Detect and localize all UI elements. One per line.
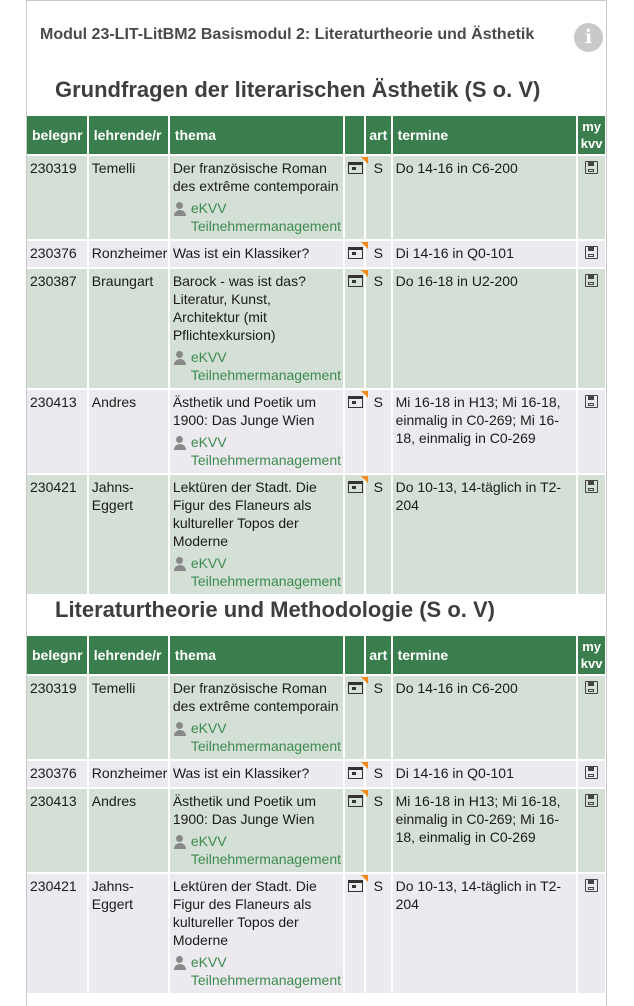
ekvv-link[interactable] [173, 719, 340, 755]
col-header-belegnr: belegnr [27, 636, 87, 674]
lehrende-cell: Temelli [89, 156, 168, 239]
thema-text: Ästhetik und Poetik um 1900: Das Junge Wien [172, 793, 316, 827]
save-icon[interactable] [585, 681, 598, 694]
col-header-lehrende: lehrende/r [89, 636, 168, 674]
mykvv-label: kvv [580, 656, 603, 671]
mykvv-cell [578, 156, 605, 239]
person-icon [173, 199, 187, 216]
termine-cell: Do 16-18 in U2-200 [393, 269, 577, 388]
thema-text: Was ist ein Klassiker? [172, 245, 310, 261]
belegnr-cell: 230387 [27, 269, 87, 388]
external-link-icon[interactable] [348, 682, 363, 694]
thema-text: Der französische Roman des extrême contemporain [172, 160, 339, 194]
section-title: Literaturtheorie und Methodologie (S o. V) [55, 597, 495, 622]
thema-text: Lektüren der Stadt. Die Figur des Flaneurs als kultureller Topos der Moderne [172, 878, 317, 948]
art-cell: S [366, 269, 391, 388]
ekvv-label[interactable]: eKVV Teilnehmermanagement [190, 200, 342, 234]
section-title: Grundfragen der literarischen Ästhetik (S o. V) [55, 77, 541, 102]
save-icon[interactable] [585, 246, 598, 259]
save-icon[interactable] [585, 766, 598, 779]
ekvv-label[interactable]: eKVV Teilnehmermanagement [190, 720, 342, 754]
thema-text: Der französische Roman des extrême contemporain [172, 680, 339, 714]
art-cell: S [366, 761, 391, 787]
table-header-row [27, 636, 605, 674]
belegnr-cell: 230319 [27, 676, 87, 759]
mykvv-label: my [582, 119, 602, 134]
table-row [27, 789, 605, 872]
link-cell [345, 241, 364, 267]
ekvv-label[interactable]: eKVV Teilnehmermanagement [190, 954, 342, 988]
table-row [27, 874, 605, 993]
col-header-thema: thema [170, 116, 343, 154]
thema-cell [170, 761, 343, 787]
art-cell: S [366, 475, 391, 594]
thema-cell [170, 269, 343, 388]
lehrende-cell: Andres [89, 789, 168, 872]
course-table [25, 114, 607, 596]
link-cell [345, 156, 364, 239]
col-header-mykvv [578, 116, 605, 154]
table-row [27, 761, 605, 787]
belegnr-cell: 230413 [27, 390, 87, 473]
termine-cell: Di 14-16 in Q0-101 [393, 241, 577, 267]
thema-cell [170, 390, 343, 473]
ekvv-link[interactable] [173, 832, 340, 868]
art-cell: S [366, 789, 391, 872]
mykvv-cell [578, 390, 605, 473]
save-icon[interactable] [585, 480, 598, 493]
col-header-link [345, 636, 364, 674]
termine-cell: Mi 16-18 in H13; Mi 16-18, einmalig in C0-269; Mi 16-18, einmalig in C0-269 [393, 789, 577, 872]
ekvv-label[interactable]: eKVV Teilnehmermanagement [190, 833, 342, 867]
lehrende-cell: Temelli [89, 676, 168, 759]
col-header-link [345, 116, 364, 154]
table-row [27, 676, 605, 759]
thema-text: Barock - was ist das? Literatur, Kunst, Architektur (mit Pflichtexkursion) [172, 273, 306, 343]
link-cell [345, 676, 364, 759]
belegnr-cell: 230421 [27, 874, 87, 993]
module-title: Modul 23-LIT-LitBM2 Basismodul 2: Literaturtheorie und Ästhetik [40, 26, 535, 43]
link-cell [345, 874, 364, 993]
link-cell [345, 390, 364, 473]
mykvv-label: my [582, 639, 602, 654]
mykvv-cell [578, 789, 605, 872]
mykvv-cell [578, 475, 605, 594]
save-icon[interactable] [585, 395, 598, 408]
table-row [27, 475, 605, 594]
ekvv-link[interactable] [173, 433, 340, 469]
col-header-termine: termine [393, 636, 577, 674]
lehrende-cell: Braungart [89, 269, 168, 388]
thema-cell [170, 789, 343, 872]
belegnr-cell: 230319 [27, 156, 87, 239]
external-link-icon[interactable] [348, 481, 363, 493]
termine-cell: Do 14-16 in C6-200 [393, 676, 577, 759]
person-icon [173, 719, 187, 736]
table-header-row [27, 116, 605, 154]
col-header-lehrende: lehrende/r [89, 116, 168, 154]
info-icon[interactable]: i [574, 23, 603, 52]
col-header-termine: termine [393, 116, 577, 154]
save-icon[interactable] [585, 794, 598, 807]
mykvv-cell [578, 676, 605, 759]
link-cell [345, 475, 364, 594]
col-header-belegnr: belegnr [27, 116, 87, 154]
external-link-icon[interactable] [348, 247, 363, 259]
thema-cell [170, 676, 343, 759]
person-icon [173, 348, 187, 365]
termine-cell: Do 14-16 in C6-200 [393, 156, 577, 239]
lehrende-cell: Jahns-Eggert [89, 475, 168, 594]
termine-cell: Di 14-16 in Q0-101 [393, 761, 577, 787]
link-cell [345, 789, 364, 872]
ekvv-link[interactable] [173, 348, 340, 384]
lehrende-cell: Ronzheimer [89, 241, 168, 267]
thema-cell [170, 475, 343, 594]
lehrende-cell: Jahns-Eggert [89, 874, 168, 993]
thema-cell [170, 874, 343, 993]
thema-text: Lektüren der Stadt. Die Figur des Flaneurs als kultureller Topos der Moderne [172, 479, 317, 549]
termine-cell: Do 10-13, 14-täglich in T2-204 [393, 475, 577, 594]
ekvv-label[interactable]: eKVV Teilnehmermanagement [190, 434, 342, 468]
mykvv-cell [578, 269, 605, 388]
belegnr-cell: 230376 [27, 241, 87, 267]
thema-cell [170, 241, 343, 267]
thema-text: Was ist ein Klassiker? [172, 765, 310, 781]
mykvv-cell [578, 241, 605, 267]
ekvv-link[interactable] [173, 199, 340, 235]
col-header-art: art [366, 116, 391, 154]
mykvv-label: kvv [580, 136, 603, 151]
external-link-icon[interactable] [348, 795, 363, 807]
external-link-icon[interactable] [348, 396, 363, 408]
mykvv-cell [578, 874, 605, 993]
table-row [27, 269, 605, 388]
col-header-mykvv [578, 636, 605, 674]
link-cell [345, 269, 364, 388]
art-cell: S [366, 390, 391, 473]
ekvv-link[interactable] [173, 554, 340, 590]
table-row [27, 156, 605, 239]
link-cell [345, 761, 364, 787]
table-row [27, 390, 605, 473]
person-icon [173, 953, 187, 970]
art-cell: S [366, 241, 391, 267]
ekvv-label[interactable]: eKVV Teilnehmermanagement [190, 555, 342, 589]
person-icon [173, 554, 187, 571]
termine-cell: Mi 16-18 in H13; Mi 16-18, einmalig in C0-269; Mi 16-18, einmalig in C0-269 [393, 390, 577, 473]
person-icon [173, 433, 187, 450]
lehrende-cell: Andres [89, 390, 168, 473]
save-icon[interactable] [585, 274, 598, 287]
col-header-art: art [366, 636, 391, 674]
table-row [27, 241, 605, 267]
art-cell: S [366, 874, 391, 993]
belegnr-cell: 230421 [27, 475, 87, 594]
lehrende-cell: Ronzheimer [89, 761, 168, 787]
external-link-icon[interactable] [348, 880, 363, 892]
course-table [25, 634, 607, 995]
external-link-icon[interactable] [348, 275, 363, 287]
person-icon [173, 832, 187, 849]
thema-text: Ästhetik und Poetik um 1900: Das Junge Wien [172, 394, 316, 428]
termine-cell: Do 10-13, 14-täglich in T2-204 [393, 874, 577, 993]
external-link-icon[interactable] [348, 767, 363, 779]
ekvv-link[interactable] [173, 953, 340, 989]
ekvv-label[interactable]: eKVV Teilnehmermanagement [190, 349, 342, 383]
mykvv-cell [578, 761, 605, 787]
belegnr-cell: 230413 [27, 789, 87, 872]
external-link-icon[interactable] [348, 162, 363, 174]
thema-cell [170, 156, 343, 239]
art-cell: S [366, 156, 391, 239]
save-icon[interactable] [585, 161, 598, 174]
art-cell: S [366, 676, 391, 759]
belegnr-cell: 230376 [27, 761, 87, 787]
col-header-thema: thema [170, 636, 343, 674]
save-icon[interactable] [585, 879, 598, 892]
